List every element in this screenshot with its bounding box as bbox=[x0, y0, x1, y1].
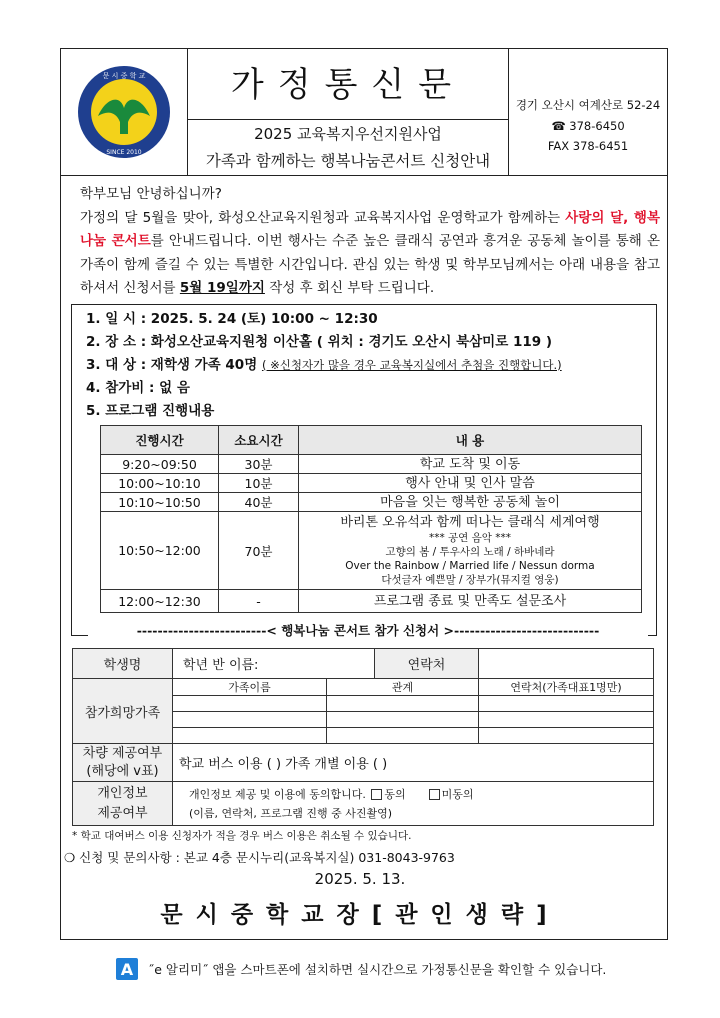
e-alimi-app-icon: A bbox=[116, 958, 138, 980]
col-header-duration: 소요시간 bbox=[219, 426, 299, 455]
family-contact-field[interactable] bbox=[479, 696, 654, 712]
family-name-field[interactable] bbox=[173, 728, 327, 744]
schedule-table bbox=[100, 425, 642, 613]
table-row bbox=[101, 512, 642, 590]
info-target-note: ( ※신청자가 많을 경우 교육복지실에서 추첨을 진행합니다.) bbox=[261, 358, 562, 372]
application-form bbox=[72, 648, 654, 826]
family-relation-field[interactable] bbox=[327, 712, 479, 728]
bus-note: * 학교 대여버스 이용 신청자가 적을 경우 버스 이용은 취소될 수 있습니다. bbox=[72, 830, 412, 842]
deadline: 5월 19일까지 bbox=[179, 280, 265, 296]
row-duration: 10분 bbox=[219, 474, 299, 493]
family-name-field[interactable] bbox=[173, 696, 327, 712]
row-content-concert bbox=[299, 512, 642, 590]
bus-label bbox=[73, 744, 173, 782]
school-logo bbox=[61, 49, 188, 176]
school-fax: FAX 378-6451 bbox=[547, 139, 629, 153]
info-fee: 4. 참가비 : 없 음 bbox=[86, 380, 190, 396]
event-info-box bbox=[71, 304, 657, 636]
concert-music-heading: *** 공연 음악 *** bbox=[428, 532, 512, 544]
application-divider: -------------------------< 행복나눔 콘서트 참가 신청서 >---------------------------- bbox=[88, 621, 648, 639]
family-name-field[interactable] bbox=[173, 712, 327, 728]
privacy-label bbox=[73, 782, 173, 826]
table-row bbox=[101, 493, 642, 512]
concert-songs-1: 고향의 봄 / 투우사의 노래 / 하바네라 bbox=[385, 546, 555, 558]
privacy-text: 개인정보 제공 및 이용에 동의합니다. bbox=[189, 787, 366, 801]
row-time: 10:00~10:10 bbox=[101, 474, 219, 493]
row-duration: 70분 bbox=[219, 512, 299, 590]
event-highlight: 사랑의 달, 행복나눔 콘서트 bbox=[80, 209, 661, 249]
contact-label: 연락처 bbox=[375, 649, 479, 679]
school-contact bbox=[509, 49, 667, 176]
col-header-content: 내 용 bbox=[299, 426, 642, 455]
school-emblem-icon bbox=[76, 64, 172, 160]
logo-top-text: 문 시 중 학 교 bbox=[102, 72, 146, 80]
row-duration: - bbox=[219, 590, 299, 613]
row-time: 9:20~09:50 bbox=[101, 455, 219, 474]
privacy-label-line2: 제공여부 bbox=[97, 805, 148, 821]
row-duration: 40분 bbox=[219, 493, 299, 512]
row-time: 12:00~12:30 bbox=[101, 590, 219, 613]
principal-signature: 문시중학교장[관인생략] bbox=[160, 902, 560, 928]
family-col-name: 가족이름 bbox=[173, 679, 327, 696]
intro-part1: 가정의 달 5월을 맞아, 화성오산교육지원청과 교육복지사업 운영학교가 함께하는 bbox=[80, 209, 566, 226]
bus-label-line2: (해당에 v표) bbox=[86, 763, 159, 779]
student-name-label: 학생명 bbox=[73, 649, 173, 679]
table-row bbox=[101, 455, 642, 474]
info-place: 2. 장 소 : 화성오산교육지원청 이산홀 ( 위치 : 경기도 오산시 북삼미로 119 ) bbox=[86, 334, 553, 350]
contact-field[interactable] bbox=[479, 649, 654, 679]
concert-songs-3: 다섯글자 예쁜말 / 장부가(뮤지컬 영웅) bbox=[381, 574, 559, 586]
row-content: 학교 도착 및 이동 bbox=[299, 455, 642, 474]
family-relation-field[interactable] bbox=[327, 728, 479, 744]
family-col-relation: 관계 bbox=[327, 679, 479, 696]
bus-options-field[interactable]: 학교 버스 이용 ( ) 가족 개별 이용 ( ) bbox=[173, 744, 654, 782]
concert-songs-2: Over the Rainbow / Married life / Nessun dorma bbox=[345, 560, 595, 572]
student-info-field[interactable]: 학년 반 이름: bbox=[173, 649, 375, 679]
disagree-checkbox[interactable] bbox=[429, 789, 440, 800]
page-title: 가정통신문 bbox=[188, 51, 508, 120]
intro-part2: 를 안내드립니다. 이번 행사는 수준 높은 클래식 공연과 흥겨운 공동체 놀이를 통해 온 가족이 함께 즐길 수 있는 특별한 시간입니다. 관심 있는 학생 및 학부모님께서는 아래 내용을 참고하셔서 신청서를 bbox=[80, 233, 660, 296]
family-contact-field[interactable] bbox=[479, 712, 654, 728]
info-date: 1. 일 시 : 2025. 5. 24 (토) 10:00 ~ 12:30 bbox=[86, 311, 378, 327]
info-target-text: 3. 대 상 : 재학생 가족 40명 bbox=[86, 357, 258, 373]
intro-part3: 작성 후 회신 부탁 드립니다. bbox=[264, 280, 435, 296]
intro-text bbox=[80, 183, 660, 301]
school-address: 경기 오산시 여계산로 52-24 bbox=[515, 98, 661, 112]
family-col-contact: 연락처(가족대표1명만) bbox=[479, 679, 654, 696]
concert-title: 바리톤 오유석과 함께 떠나는 클래식 세계여행 bbox=[340, 515, 600, 530]
privacy-consent bbox=[173, 782, 654, 826]
info-target bbox=[86, 353, 562, 373]
logo-since-text: SINCE 2010 bbox=[106, 149, 142, 156]
table-row bbox=[101, 474, 642, 493]
family-relation-field[interactable] bbox=[327, 696, 479, 712]
privacy-detail: (이름, 연락처, 프로그램 진행 중 사진촬영) bbox=[189, 806, 393, 820]
row-content: 행사 안내 및 인사 말씀 bbox=[299, 474, 642, 493]
family-contact-field[interactable] bbox=[479, 728, 654, 744]
app-notice bbox=[116, 958, 606, 980]
row-time: 10:10~10:50 bbox=[101, 493, 219, 512]
row-content: 프로그램 종료 및 만족도 설문조사 bbox=[299, 590, 642, 613]
bus-label-line1: 차량 제공여부 bbox=[82, 745, 163, 761]
inquiry-contact: ❍ 신청 및 문의사항 : 본교 4층 문시누리(교육복지실) 031-8043-9763 bbox=[64, 850, 455, 865]
subtitle-event: 가족과 함께하는 행복나눔콘서트 신청안내 bbox=[205, 152, 491, 170]
privacy-label-line1: 개인정보 bbox=[97, 785, 148, 801]
app-notice-text: ˝e 알리미˝ 앱을 스마트폰에 설치하면 실시간으로 가정통신문을 확인할 수 있습니다. bbox=[148, 962, 607, 977]
row-time: 10:50~12:00 bbox=[101, 512, 219, 590]
col-header-time: 진행시간 bbox=[101, 426, 219, 455]
family-label: 참가희망가족 bbox=[73, 679, 173, 744]
row-duration: 30분 bbox=[219, 455, 299, 474]
school-phone: ☎ 378-6450 bbox=[551, 119, 625, 133]
row-content: 마음을 잇는 행복한 공동체 놀이 bbox=[299, 493, 642, 512]
greeting: 학부모님 안녕하십니까? bbox=[80, 186, 222, 202]
disagree-label: 미동의 bbox=[441, 787, 474, 801]
info-program: 5. 프로그램 진행내용 bbox=[86, 403, 215, 419]
header-center bbox=[188, 49, 509, 176]
agree-label: 동의 bbox=[384, 787, 406, 801]
subtitle-program: 2025 교육복지우선지원사업 bbox=[254, 125, 442, 143]
agree-checkbox[interactable] bbox=[371, 789, 382, 800]
table-row bbox=[101, 590, 642, 613]
issue-date: 2025. 5. 13. bbox=[314, 870, 406, 888]
